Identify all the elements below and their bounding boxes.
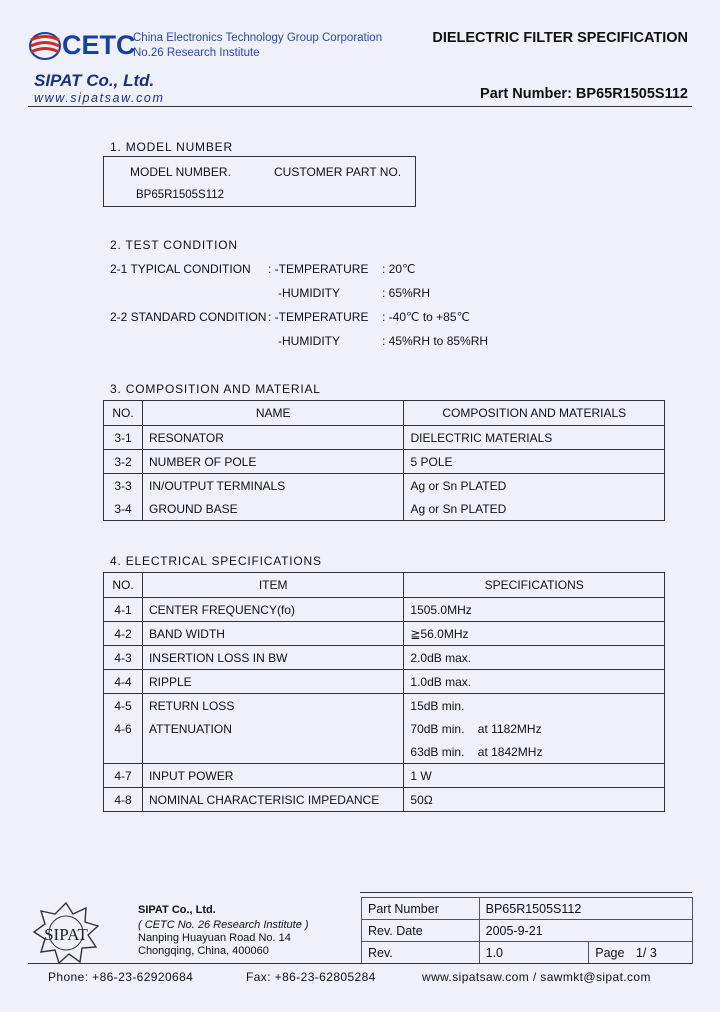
row-material: Ag or Sn PLATED [404, 474, 665, 498]
condition-parameter: -HUMIDITY [278, 334, 340, 348]
row-item: CENTER FREQUENCY(fo) [142, 598, 403, 622]
row-spec: 2.0dB max. [404, 646, 665, 670]
footer-institute: ( CETC No. 26 Research Institute ) [138, 919, 309, 931]
condition-value: : 45%RH to 85%RH [382, 334, 489, 348]
row-name: GROUND BASE [142, 497, 403, 521]
table-row [104, 450, 665, 474]
table-row [362, 942, 693, 964]
model-number-box [103, 156, 416, 207]
footer-address-line1: Nanping Huayuan Road No. 14 [138, 932, 291, 944]
footer-top-divider [360, 892, 692, 893]
part-number-label: Part Number [362, 898, 480, 920]
table-row [104, 694, 665, 718]
header-divider [28, 106, 692, 107]
table-row [104, 474, 665, 498]
rev-date-value: 2005-9-21 [479, 920, 692, 942]
row-spec: 50Ω [404, 788, 665, 812]
row-name: IN/OUTPUT TERMINALS [142, 474, 403, 498]
footer-web-email: www.sipatsaw.com / sawmkt@sipat.com [422, 970, 651, 984]
row-item: ATTENUATION [142, 717, 403, 740]
footer-fax: Fax: +86-23-62805284 [246, 970, 376, 984]
table-header-row [104, 573, 665, 598]
table-row [104, 622, 665, 646]
rev-value: 1.0 [479, 942, 589, 964]
rev-label: Rev. [362, 942, 480, 964]
section-model-heading: 1. MODEL NUMBER [110, 140, 233, 154]
table-row [104, 670, 665, 694]
table-row [104, 497, 665, 521]
condition-value: : 20℃ [382, 262, 416, 276]
row-number: 4-1 [104, 598, 143, 622]
row-spec: 15dB min. [404, 694, 665, 718]
electrical-specs-table [103, 572, 665, 812]
row-number: 4-8 [104, 788, 143, 812]
condition-parameter: : -TEMPERATURE [268, 262, 369, 276]
condition-parameter: -HUMIDITY [278, 286, 340, 300]
condition-value: : -40℃ to +85℃ [382, 310, 470, 324]
row-number: 3-4 [104, 497, 143, 521]
row-number: 4-6 [104, 717, 143, 740]
row-number: 4-2 [104, 622, 143, 646]
row-item: NOMINAL CHARACTERISIC IMPEDANCE [142, 788, 403, 812]
row-spec: 1.0dB max. [404, 670, 665, 694]
page-label: Page [595, 945, 625, 960]
row-item: RETURN LOSS [142, 694, 403, 718]
table-row [104, 426, 665, 450]
section-composition-heading: 3. COMPOSITION AND MATERIAL [110, 382, 321, 396]
row-material: Ag or Sn PLATED [404, 497, 665, 521]
condition-label: 2-1 TYPICAL CONDITION [110, 262, 251, 276]
page-value: 1/ 3 [635, 945, 657, 960]
row-name: RESONATOR [142, 426, 403, 450]
header-cell: ITEM [142, 573, 403, 598]
table-row [104, 764, 665, 788]
row-number: 4-3 [104, 646, 143, 670]
composition-table [103, 400, 665, 521]
header-cell: NAME [142, 401, 403, 426]
row-number: 3-1 [104, 426, 143, 450]
condition-parameter: : -TEMPERATURE [268, 310, 369, 324]
row-material: 5 POLE [404, 450, 665, 474]
row-number: 3-3 [104, 474, 143, 498]
row-number: 4-5 [104, 694, 143, 718]
document-info-table [361, 897, 693, 964]
footer-company: SIPAT Co., Ltd. [138, 904, 216, 916]
org-institute: No.26 Research Institute [133, 47, 260, 59]
row-number: 3-2 [104, 450, 143, 474]
header-part-number: Part Number: BP65R1505S112 [480, 86, 688, 102]
condition-label: 2-2 STANDARD CONDITION [110, 310, 267, 324]
row-spec: 1505.0MHz [404, 598, 665, 622]
row-item: INSERTION LOSS IN BW [142, 646, 403, 670]
model-column-label: MODEL NUMBER. [130, 165, 231, 179]
header-cell: NO. [104, 573, 143, 598]
company-website: www.sipatsaw.com [34, 91, 165, 105]
part-number-value: BP65R1505S112 [479, 898, 692, 920]
table-header-row [104, 401, 665, 426]
row-name: NUMBER OF POLE [142, 450, 403, 474]
footer-divider [28, 963, 692, 964]
table-row [104, 646, 665, 670]
page-cell [589, 942, 693, 964]
footer-phone: Phone: +86-23-62920684 [48, 970, 194, 984]
row-number: 4-4 [104, 670, 143, 694]
header-cell: SPECIFICATIONS [404, 573, 665, 598]
rev-date-label: Rev. Date [362, 920, 480, 942]
document-title: DIELECTRIC FILTER SPECIFICATION [432, 30, 688, 46]
condition-value: : 65%RH [382, 286, 431, 300]
row-item: RIPPLE [142, 670, 403, 694]
row-item: BAND WIDTH [142, 622, 403, 646]
table-row [104, 740, 665, 764]
logo-wordmark: CETC [62, 30, 136, 60]
row-spec: 1 W [404, 764, 665, 788]
table-row [362, 920, 693, 942]
table-row [104, 717, 665, 740]
row-item: INPUT POWER [142, 764, 403, 788]
table-row [104, 788, 665, 812]
header-cell: COMPOSITION AND MATERIALS [404, 401, 665, 426]
model-number-value: BP65R1505S112 [136, 189, 225, 201]
seal-lettering: SIPAT [44, 925, 88, 944]
row-item [142, 740, 403, 764]
row-material: DIELECTRIC MATERIALS [404, 426, 665, 450]
row-spec: 70dB min. at 1182MHz [404, 717, 665, 740]
customer-column-label: CUSTOMER PART NO. [274, 165, 402, 179]
company-name: SIPAT Co., Ltd. [34, 71, 155, 90]
row-spec: ≧56.0MHz [404, 622, 665, 646]
section-electrical-heading: 4. ELECTRICAL SPECIFICATIONS [110, 554, 322, 568]
row-number: 4-7 [104, 764, 143, 788]
row-spec: 63dB min. at 1842MHz [404, 740, 665, 764]
row-number [104, 740, 143, 764]
table-row [104, 598, 665, 622]
section-test-heading: 2. TEST CONDITION [110, 238, 238, 252]
org-name: China Electronics Technology Group Corporation [133, 32, 383, 44]
table-row [362, 898, 693, 920]
footer-address-line2: Chongqing, China, 400060 [138, 945, 269, 957]
header-cell: NO. [104, 401, 143, 426]
